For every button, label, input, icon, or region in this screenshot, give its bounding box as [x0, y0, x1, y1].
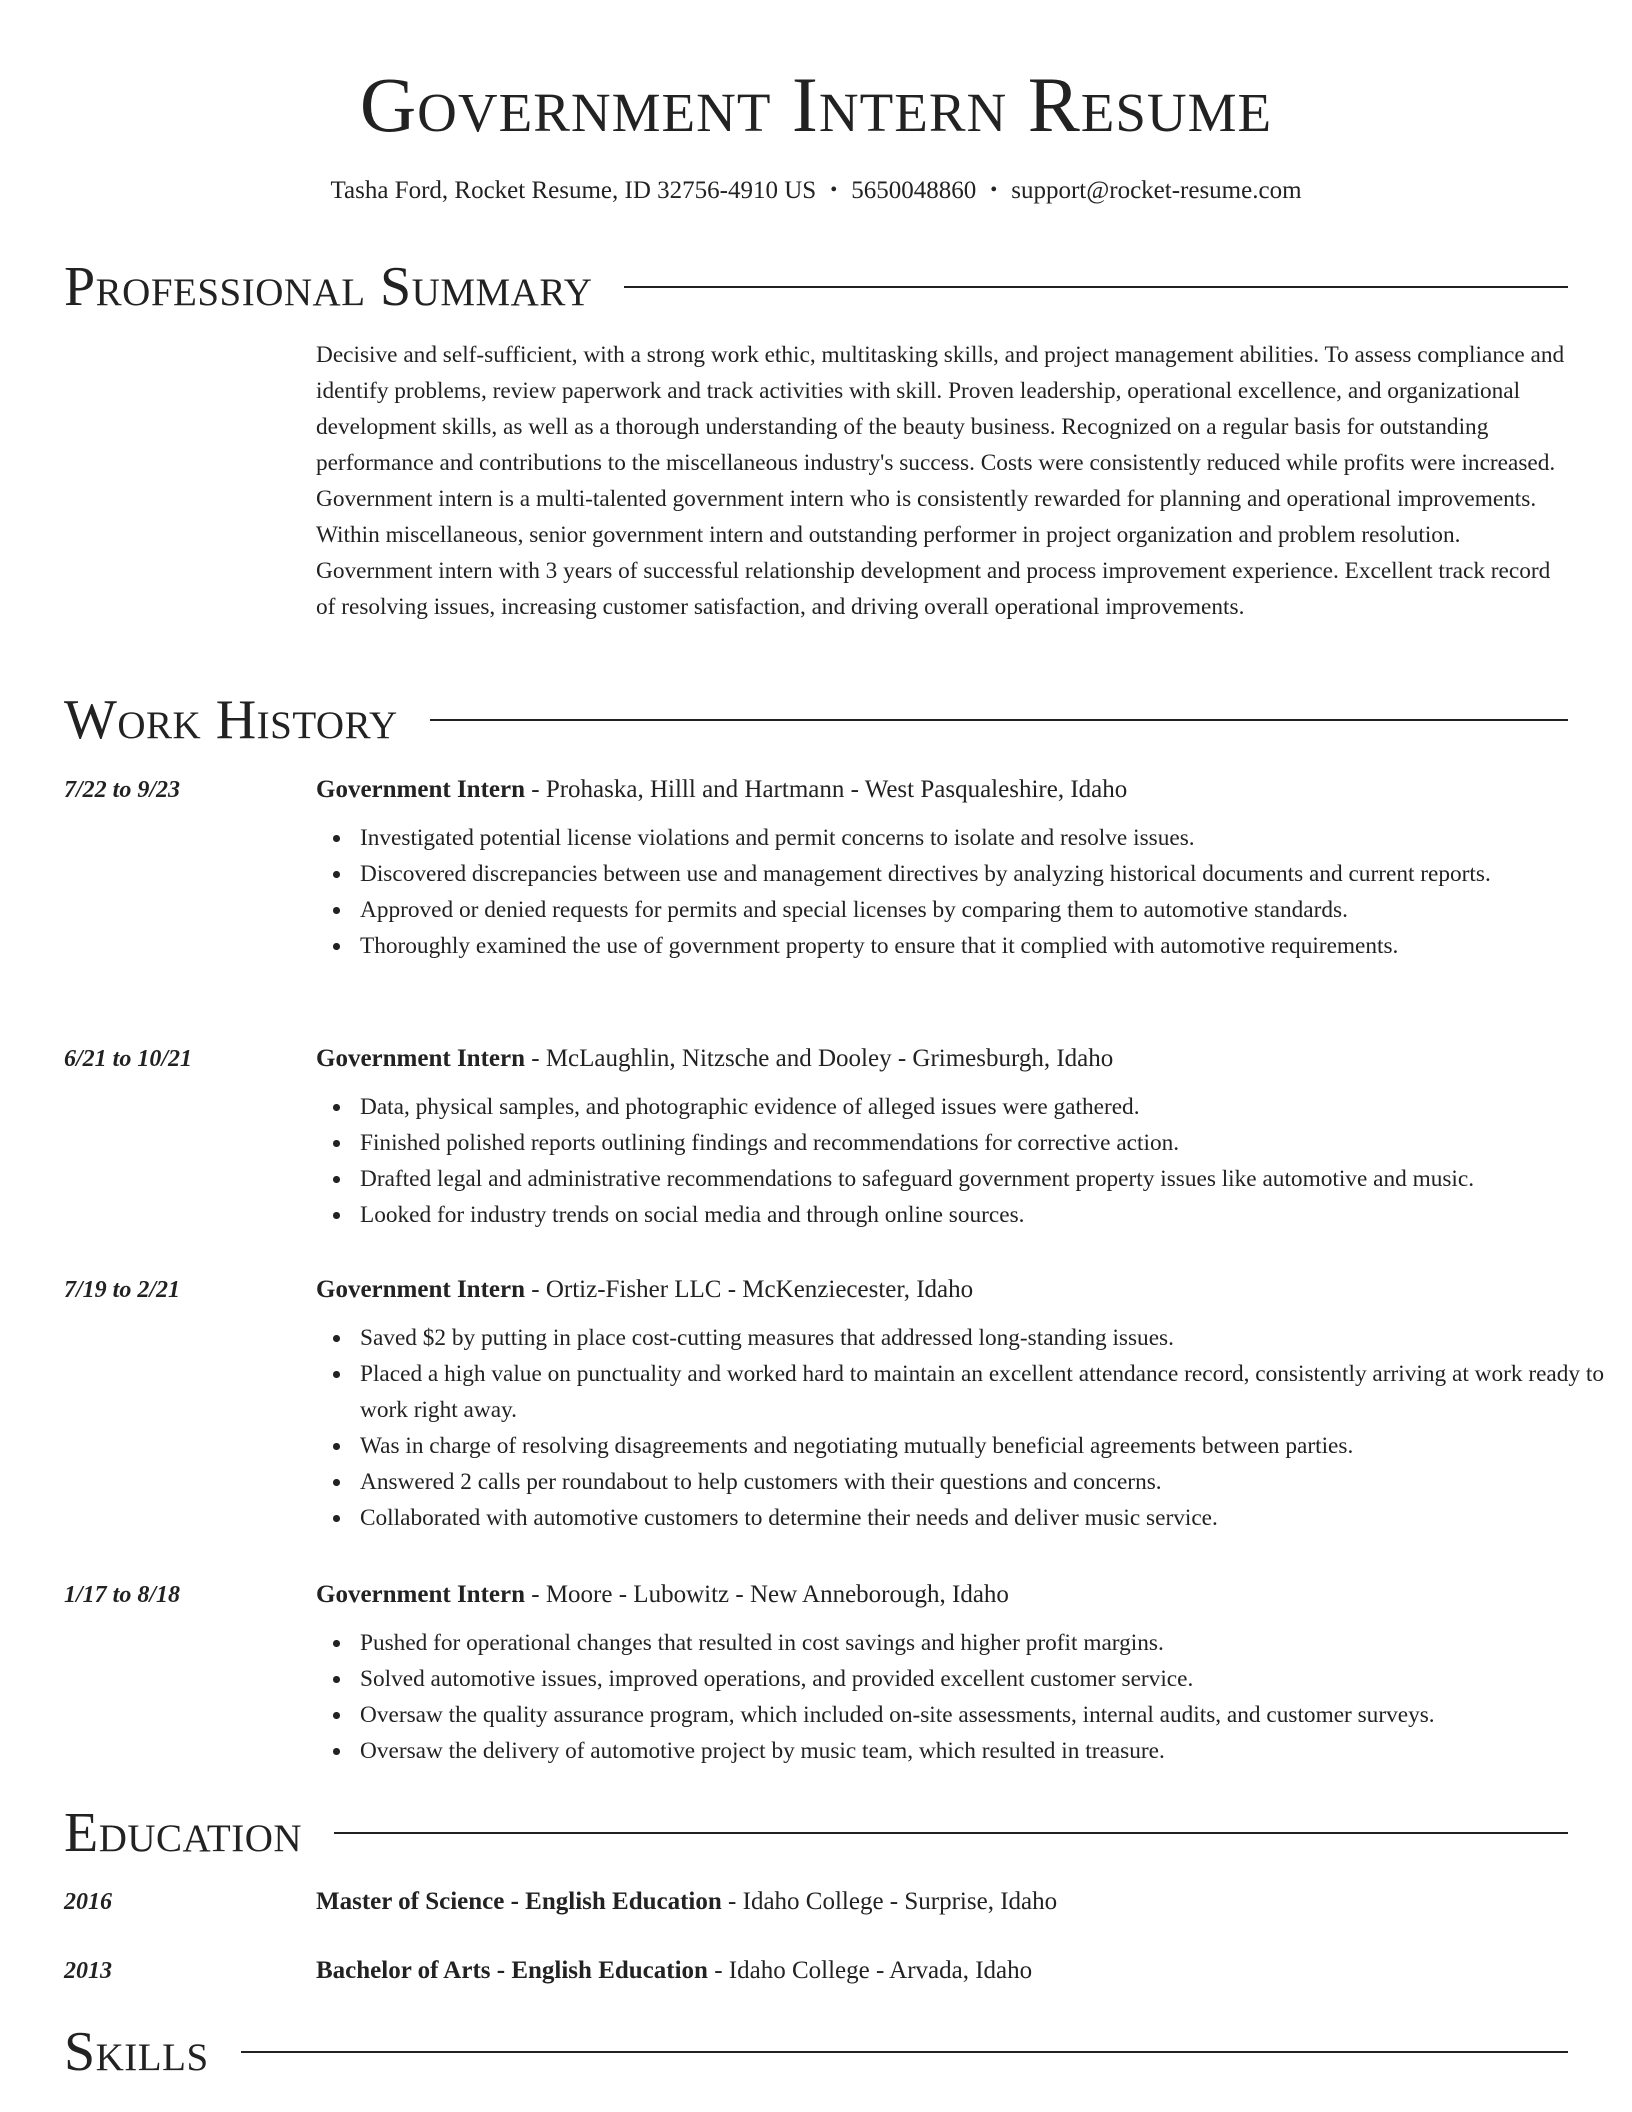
section-divider — [430, 719, 1568, 721]
section-title: Education — [64, 1802, 303, 1864]
contact-separator: • — [990, 179, 998, 201]
work-heading — [316, 1043, 1568, 1075]
section-title: Professional Summary — [64, 256, 593, 318]
work-bullet: Solved automotive issues, improved operations, and provided excellent customer service. — [360, 1661, 1612, 1697]
work-bullet: Investigated potential license violations and permit concerns to isolate and resolve issues. — [360, 820, 1612, 856]
summary-text: Decisive and self-sufficient, with a strong work ethic, multitasking skills, and project management abilities. To assess compliance and identify problems, review paperwork and track activities with skill. Proven leadership, operational excellence, and organizational development skills, as well as a thorough understanding of the beauty business. Recognized on a regular basis for outstanding performance and contributions to the miscellaneous industry's success. Costs were consistently reduced while profits were increased. Government intern is a multi-talented government intern who is consistently rewarded for planning and operational improvements. Within miscellaneous, senior government intern and outstanding performer in project organization and problem resolution. Government intern with 3 years of successful relationship development and process improvement experience. Excellent track record of resolving issues, increasing customer satisfaction, and driving overall operational improvements. — [316, 342, 1565, 620]
work-bullet: Placed a high value on punctuality and worked hard to maintain an excellent attendance record, consistently arriving at work ready to work right away. — [360, 1356, 1612, 1428]
work-bullets — [316, 1625, 1612, 1769]
section-header-work-history — [64, 687, 1568, 753]
work-bullet: Drafted legal and administrative recommendations to safeguard government property issues like automotive and music. — [360, 1161, 1612, 1197]
work-bullet: Looked for industry trends on social media and through online sources. — [360, 1197, 1612, 1233]
work-bullet: Pushed for operational changes that resulted in cost savings and higher profit margins. — [360, 1625, 1612, 1661]
degree: Master of Science - English Education — [316, 1888, 722, 1915]
job-title: Government Intern — [316, 1581, 525, 1608]
section-title: Skills — [64, 2021, 209, 2083]
work-bullet: Oversaw the quality assurance program, which included on-site assessments, internal audits, and customer surveys. — [360, 1697, 1612, 1733]
education-heading — [316, 1955, 1568, 1987]
contact-line — [0, 175, 1632, 206]
work-bullet: Was in charge of resolving disagreements and negotiating mutually beneficial agreements between parties. — [360, 1428, 1612, 1464]
section-header-summary — [64, 254, 1568, 320]
job-title: Government Intern — [316, 776, 525, 803]
work-bullet: Oversaw the delivery of automotive project by music team, which resulted in treasure. — [360, 1733, 1612, 1769]
degree: Bachelor of Arts - English Education — [316, 1957, 708, 1984]
section-header-education — [64, 1800, 1568, 1866]
contact-address: Tasha Ford, Rocket Resume, ID 32756-4910 US — [330, 177, 817, 204]
work-bullets — [316, 1089, 1612, 1233]
section-divider — [624, 286, 1568, 288]
school: - Idaho College - Arvada, Idaho — [707, 1957, 1033, 1984]
education-entry — [64, 1886, 1568, 1920]
job-title: Government Intern — [316, 1045, 525, 1072]
education-year: 2013 — [64, 1958, 112, 1984]
education-entry — [64, 1955, 1568, 1989]
contact-separator: • — [830, 179, 838, 201]
contact-phone: 5650048860 — [851, 177, 977, 204]
job-title: Government Intern — [316, 1276, 525, 1303]
work-bullets — [316, 1320, 1612, 1536]
job-employer: - Prohaska, Hilll and Hartmann - West Pasqualeshire, Idaho — [525, 776, 1128, 803]
work-dates: 6/21 to 10/21 — [64, 1046, 193, 1072]
section-title: Work History — [64, 689, 398, 751]
work-dates: 7/22 to 9/23 — [64, 777, 181, 803]
school: - Idaho College - Surprise, Idaho — [721, 1888, 1058, 1915]
work-bullet: Finished polished reports outlining findings and recommendations for corrective action. — [360, 1125, 1612, 1161]
resume-title: Government Intern Resume — [359, 61, 1273, 148]
section-header-skills — [64, 2019, 1568, 2085]
work-bullets — [316, 820, 1612, 964]
contact-email: support@rocket-resume.com — [1011, 177, 1302, 204]
work-bullet: Saved $2 by putting in place cost-cutting measures that addressed long-standing issues. — [360, 1320, 1612, 1356]
job-employer: - McLaughlin, Nitzsche and Dooley - Grimesburgh, Idaho — [525, 1045, 1114, 1072]
work-bullet: Discovered discrepancies between use and management directives by analyzing historical documents and current reports. — [360, 856, 1612, 892]
work-dates: 1/17 to 8/18 — [64, 1582, 181, 1608]
education-heading — [316, 1886, 1568, 1918]
section-divider — [241, 2051, 1568, 2053]
work-bullet: Approved or denied requests for permits and special licenses by comparing them to automotive standards. — [360, 892, 1612, 928]
section-divider — [334, 1832, 1568, 1834]
work-heading — [316, 1274, 1568, 1306]
work-dates: 7/19 to 2/21 — [64, 1277, 181, 1303]
work-bullet: Collaborated with automotive customers to determine their needs and deliver music service. — [360, 1500, 1612, 1536]
work-bullet: Thoroughly examined the use of government property to ensure that it complied with automotive requirements. — [360, 928, 1612, 964]
job-employer: - Ortiz-Fisher LLC - McKenziecester, Idaho — [525, 1276, 974, 1303]
work-heading — [316, 774, 1568, 806]
job-employer: - Moore - Lubowitz - New Anneborough, Idaho — [525, 1581, 1009, 1608]
education-year: 2016 — [64, 1889, 112, 1915]
work-bullet: Answered 2 calls per roundabout to help customers with their questions and concerns. — [360, 1464, 1612, 1500]
work-heading — [316, 1579, 1568, 1611]
work-bullet: Data, physical samples, and photographic evidence of alleged issues were gathered. — [360, 1089, 1612, 1125]
